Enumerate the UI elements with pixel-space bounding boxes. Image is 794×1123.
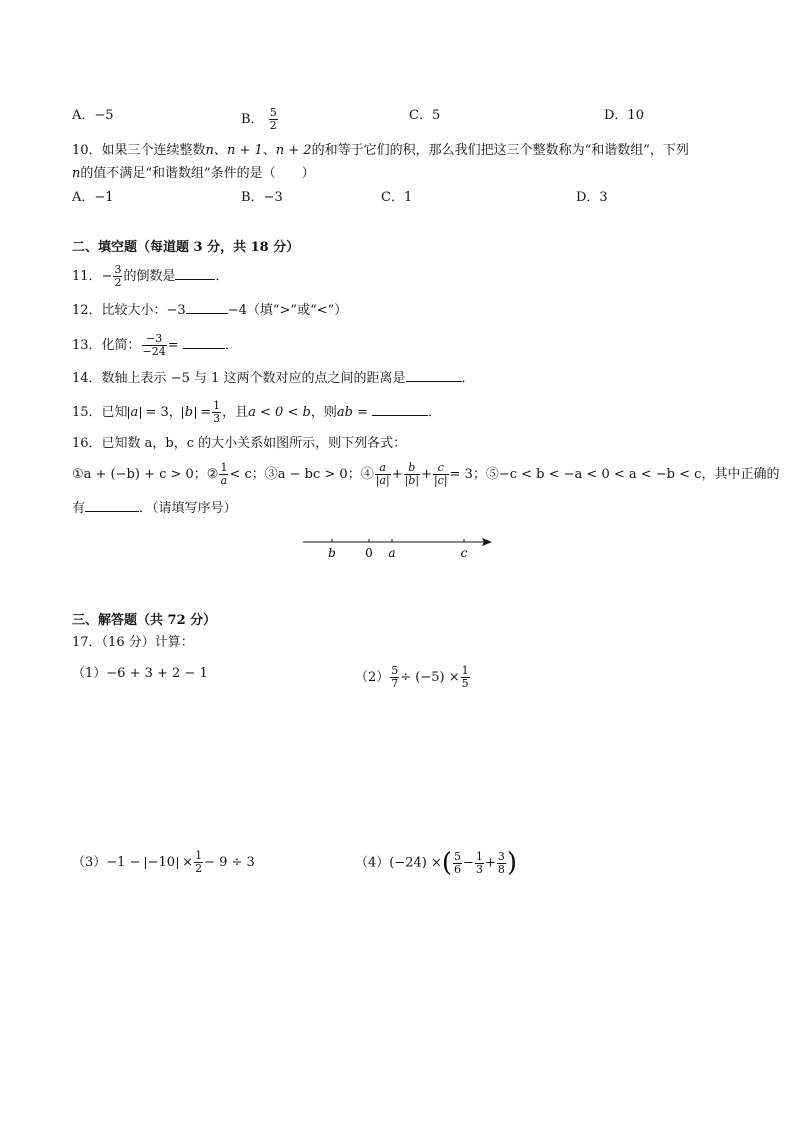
q10-text-a: 10．如果三个连续整数 bbox=[72, 143, 206, 158]
fraction-numerator: c bbox=[433, 462, 449, 475]
q9-option-a: A．−5 bbox=[72, 108, 114, 123]
q16-s4-tail: = 3；⑤−c < b < −a < 0 < a < −b < c，其中正确的 bbox=[449, 467, 780, 482]
q13-fraction bbox=[142, 333, 167, 358]
q15-abs-b: b bbox=[182, 407, 196, 419]
label-b: b bbox=[328, 546, 336, 560]
q17-p2-mid: ÷ (−5) × bbox=[400, 670, 460, 685]
q12-mid: −4（填“>”或“<”） bbox=[227, 303, 348, 318]
q10-n2: n + 2 bbox=[275, 143, 312, 158]
label-c: c bbox=[460, 546, 468, 560]
q12 bbox=[72, 301, 347, 320]
q17-p4-minus: − bbox=[463, 855, 474, 871]
q17-p3-fraction bbox=[194, 850, 203, 875]
q16-plus-1: + bbox=[391, 467, 403, 482]
left-paren: ( bbox=[441, 848, 453, 878]
q10-line2 bbox=[72, 165, 315, 183]
q17-p2-fraction2 bbox=[461, 665, 470, 690]
q16-s4-b-fraction bbox=[404, 462, 420, 487]
q10-sep2: 、 bbox=[262, 143, 276, 158]
q15-eq3: = 3， bbox=[145, 405, 182, 420]
q15-abs-a: a bbox=[128, 407, 142, 419]
fraction-denominator: |c| bbox=[433, 474, 448, 487]
q12-prefix: 12．比较大小：−3 bbox=[72, 303, 186, 318]
q17-p4-fraction2 bbox=[475, 851, 484, 876]
q16-s4-c-fraction bbox=[433, 462, 449, 487]
q17-title: 17．（16 分）计算： bbox=[72, 635, 194, 650]
q17-p3-tail: − 9 ÷ 3 bbox=[204, 855, 255, 870]
q16-s4-a-fraction bbox=[375, 462, 391, 487]
section2-title: 二、填空题（每道题 3 分，共 18 分） bbox=[72, 240, 300, 255]
q17-p4-plus: + bbox=[484, 855, 496, 871]
q10-option-b: B．−3 bbox=[241, 190, 283, 205]
fraction-denominator: 5 bbox=[461, 677, 469, 690]
fraction-numerator: 5 bbox=[454, 849, 462, 863]
q14-text: 14．数轴上表示 −5 与 1 这两个数对应的点之间的距离是 bbox=[72, 371, 406, 386]
q11-fraction bbox=[113, 264, 122, 289]
q11-end: ． bbox=[215, 269, 229, 284]
q9-option-c: C．5 bbox=[409, 108, 441, 123]
fraction-denominator: 3 bbox=[475, 862, 483, 876]
q15 bbox=[72, 400, 441, 425]
q13-eq: = bbox=[167, 338, 179, 353]
q15-then: ，则 bbox=[310, 405, 337, 420]
q11-prefix: 11．− bbox=[72, 269, 113, 284]
q15-fraction bbox=[212, 400, 221, 425]
q16-answer-blank[interactable] bbox=[85, 499, 139, 512]
q13-end: ． bbox=[224, 338, 238, 353]
section3-title: 三、解答题（共 72 分） bbox=[72, 613, 217, 628]
q17-p4-fraction3 bbox=[497, 851, 506, 876]
q10-option-a: A．−1 bbox=[72, 190, 114, 205]
q16-line1: 16．已知数 a，b，c 的大小关系如图所示，则下列各式： bbox=[72, 436, 407, 451]
q17-p4-prefix: （4）(−24) × bbox=[355, 855, 442, 871]
q9-option-b-label: B． bbox=[241, 112, 264, 127]
q10-line2-n: n bbox=[72, 166, 81, 181]
q16-plus-2: + bbox=[421, 467, 432, 482]
q17-p2-fraction1 bbox=[390, 665, 399, 690]
q17-p4-fraction1 bbox=[453, 851, 462, 876]
q10-option-d: D．3 bbox=[576, 190, 608, 205]
label-0: 0 bbox=[365, 546, 373, 560]
q16-line3 bbox=[72, 499, 237, 518]
fraction-denominator: |a| bbox=[375, 474, 390, 487]
fraction-numerator: 3 bbox=[114, 263, 122, 276]
q17-p3-mid: × bbox=[182, 855, 194, 870]
fraction-denominator: 3 bbox=[213, 412, 221, 425]
q17-part1: （1）−6 + 3 + 2 − 1 bbox=[72, 666, 208, 681]
q17-p3-abs: −10 bbox=[145, 857, 178, 869]
number-line bbox=[300, 532, 500, 564]
fraction-denominator: 7 bbox=[391, 677, 399, 690]
q15-end: ． bbox=[428, 405, 442, 420]
fraction-numerator: a bbox=[375, 462, 391, 475]
q9-option-b-fraction bbox=[269, 107, 278, 132]
q17-part2 bbox=[355, 665, 471, 690]
q13 bbox=[72, 333, 238, 358]
fraction-denominator: 8 bbox=[497, 862, 505, 876]
fraction-denominator: 2 bbox=[114, 276, 122, 289]
fraction-denominator: 6 bbox=[454, 862, 462, 876]
fraction-numerator: 1 bbox=[475, 849, 483, 863]
q16-line3-a: 有 bbox=[72, 501, 86, 516]
fraction-numerator: 1 bbox=[220, 461, 228, 474]
fraction-numerator: 5 bbox=[269, 106, 277, 119]
q10-text-b: 的和等于它们的积，那么我们把这三个整数称为“和谐数组”，下列 bbox=[311, 143, 689, 158]
q17-part3 bbox=[72, 850, 255, 875]
q10-line2-text: 的值不满足“和谐数组”条件的是（ ） bbox=[80, 166, 315, 181]
fraction-numerator: 1 bbox=[213, 399, 221, 412]
q16-line3-b: ．（请填写序号） bbox=[139, 501, 237, 516]
fraction-denominator: 2 bbox=[269, 119, 277, 132]
q15-prefix: 15．已知 bbox=[72, 405, 128, 420]
q15-eq: = bbox=[200, 405, 212, 420]
q10-n: n bbox=[205, 143, 214, 158]
q17-part4 bbox=[355, 850, 517, 876]
q14-end: ． bbox=[461, 371, 475, 386]
q13-answer-blank[interactable] bbox=[183, 336, 225, 349]
q15-ab: ab bbox=[336, 405, 353, 420]
fraction-denominator: −24 bbox=[142, 345, 166, 358]
right-paren: ) bbox=[506, 848, 517, 878]
q15-mid: ，且 bbox=[222, 405, 249, 420]
q11-answer-blank[interactable] bbox=[175, 267, 215, 280]
fraction-denominator: |b| bbox=[404, 474, 420, 487]
fraction-numerator: 1 bbox=[461, 664, 469, 677]
q13-prefix: 13．化简： bbox=[72, 338, 141, 353]
q17-p2-prefix: （2） bbox=[355, 670, 390, 685]
q9-option-d: D．10 bbox=[604, 108, 644, 123]
q9-option-b bbox=[241, 107, 279, 132]
q16-s2-fraction bbox=[219, 462, 228, 487]
q17-p3-prefix: （3）−1 − bbox=[72, 855, 145, 870]
q11-suffix: 的倒数是 bbox=[123, 269, 176, 284]
q16-s1: ①a + (−b) + c > 0；② bbox=[72, 467, 219, 482]
fraction-numerator: −3 bbox=[142, 333, 167, 346]
q10-sep1: 、 bbox=[213, 143, 227, 158]
q10-option-c: C．1 bbox=[381, 190, 413, 205]
fraction-numerator: b bbox=[404, 462, 420, 475]
fraction-numerator: 5 bbox=[391, 664, 399, 677]
q14-answer-blank[interactable] bbox=[406, 369, 462, 382]
fraction-numerator: 1 bbox=[195, 849, 203, 862]
q11 bbox=[72, 264, 228, 289]
q14 bbox=[72, 369, 475, 388]
q10-line1 bbox=[72, 142, 689, 160]
q16-s2-tail: < c；③a − bc > 0；④ bbox=[229, 467, 374, 482]
q15-eq2: = bbox=[352, 405, 368, 420]
fraction-denominator: 2 bbox=[195, 862, 203, 875]
label-a: a bbox=[388, 546, 396, 560]
q10-n1: n + 1 bbox=[226, 143, 263, 158]
q15-cond: a < 0 < b bbox=[248, 405, 311, 420]
q15-answer-blank[interactable] bbox=[372, 403, 428, 416]
q16-line2 bbox=[72, 462, 779, 487]
q12-answer-blank[interactable] bbox=[186, 301, 228, 314]
fraction-numerator: 3 bbox=[497, 849, 505, 863]
fraction-denominator: a bbox=[220, 474, 228, 487]
